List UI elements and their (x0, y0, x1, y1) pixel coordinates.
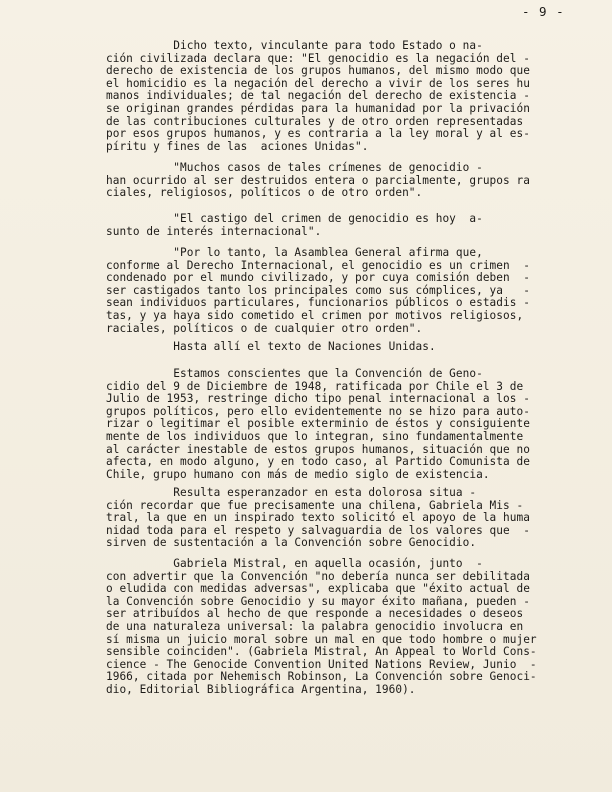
text-line: han ocurrido al ser destruidos entera o parcialmente, grupos ra (106, 173, 530, 187)
text-line: o eludida con medidas adversas", explicaba que "éxito actual de (106, 582, 530, 596)
text-line: de una naturaleza universal: la palabra genocidio involucra en (106, 619, 524, 633)
text-line: Julio de 1953, restringe dicho tipo penal internacional a los - (106, 392, 530, 406)
paragraph (106, 368, 576, 481)
text-line: Resulta esperanzador en esta dolorosa situa - (106, 486, 477, 499)
text-line: dio, Editorial Bibliográfica Argentina, 1960). (106, 682, 416, 696)
text-line: Chile, grupo humano con más de medio siglo de existencia. (106, 467, 490, 481)
text-line: "El castigo del crimen de genocidio es hoy a- (106, 212, 483, 225)
text-line: rizar o legitimar el posible exterminio de éstos y consiguiente (106, 417, 530, 431)
paragraph (106, 341, 576, 354)
text-line: derecho de existencia de los grupos humanos, del mismo modo que (106, 64, 530, 78)
text-line: el homicidio es la negación del derecho a vivir de los seres hu (106, 76, 530, 90)
text-line: sensible coinciden". (Gabriela Mistral, An Appeal to World Cons- (106, 645, 537, 659)
paragraph (106, 213, 576, 238)
text-line: ser castigados tanto los principales como sus cómplices, ya - (106, 283, 530, 297)
text-line: afecta, en modo alguno, y en todo caso, al Partido Comunista de (106, 455, 530, 469)
text-line: nidad toda para el respeto y salvaguardia de los valores que - (106, 523, 530, 537)
text-line: "Por lo tanto, la Asamblea General afirma que, (106, 246, 483, 259)
text-line: se originan grandes pérdidas para la humanidad por la privación (106, 101, 530, 115)
text-line: de las contribuciones culturales y de otro orden representadas (106, 114, 524, 128)
text-line: sunto de interés internacional". (106, 224, 322, 238)
text-line: con advertir que la Convención "no debería nunca ser debilitada (106, 569, 530, 583)
text-line: tas, y ya haya sido cometido el crimen por motivos religiosos, (106, 308, 524, 322)
text-line: sirven de sustentación a la Convención sobre Genocidio. (106, 536, 477, 550)
text-line: conforme al Derecho Internacional, el genocidio es un crimen - (106, 258, 530, 272)
text-line: manos individuales; de tal negación del derecho de existencia - (106, 89, 530, 103)
text-line: ción recordar que fue precisamente una chilena, Gabriela Mis - (106, 498, 524, 512)
paragraph (106, 162, 576, 200)
text-line: Dicho texto, vinculante para todo Estado o na- (106, 39, 483, 52)
text-line: Gabriela Mistral, en aquella ocasión, junto - (106, 557, 483, 570)
text-line: 1966, citada por Nehemisch Robinson, La Convención sobre Genoci- (106, 670, 537, 684)
text-line: cience - The Genocide Convention United Nations Review, Junio - (106, 657, 537, 671)
text-line: ción civilizada declara que: "El genocidio es la negación del - (106, 51, 530, 65)
text-line: condenado por el mundo civilizado, y por cuya comisión deben - (106, 271, 530, 285)
text-line: píritu y fines de las aciones Unidas". (106, 139, 369, 153)
text-line: sí misma un juicio moral sobre un mal en que todo hombre o mujer (106, 632, 537, 646)
text-line: tral, la que en un inspirado texto solicitó el apoyo de la huma (106, 511, 530, 525)
text-line: cidio del 9 de Diciembre de 1948, ratificada por Chile el 3 de (106, 379, 524, 393)
text-line: grupos políticos, pero ello evidentemente no se hizo para auto- (106, 404, 530, 418)
page-number: - 9 - (522, 4, 565, 19)
text-line: por esos grupos humanos, y es contraria a la ley moral y al es- (106, 127, 530, 141)
text-line: mente de los individuos que lo integran, sino fundamentalmente (106, 429, 524, 443)
text-line: sean individuos particulares, funcionarios públicos o estadis - (106, 296, 530, 310)
text-line: Estamos conscientes que la Convención de Geno- (106, 367, 483, 380)
text-line: raciales, políticos o de cualquier otro orden". (106, 321, 423, 335)
paragraph (106, 558, 576, 697)
paragraph (106, 487, 576, 550)
text-line: Hasta allí el texto de Naciones Unidas. (106, 340, 436, 353)
text-line: ciales, religiosos, políticos o de otro orden". (106, 186, 423, 200)
paragraph (106, 247, 576, 335)
text-line: la Convención sobre Genocidio y su mayor éxito mañana, pueden - (106, 594, 530, 608)
text-line: "Muchos casos de tales crímenes de genocidio - (106, 161, 483, 174)
paragraph (106, 40, 576, 153)
text-line: ser atribuídos al hecho de que responde a necesidades o deseos (106, 607, 524, 621)
text-line: al carácter inestable de estos grupos humanos, situación que no (106, 442, 530, 456)
